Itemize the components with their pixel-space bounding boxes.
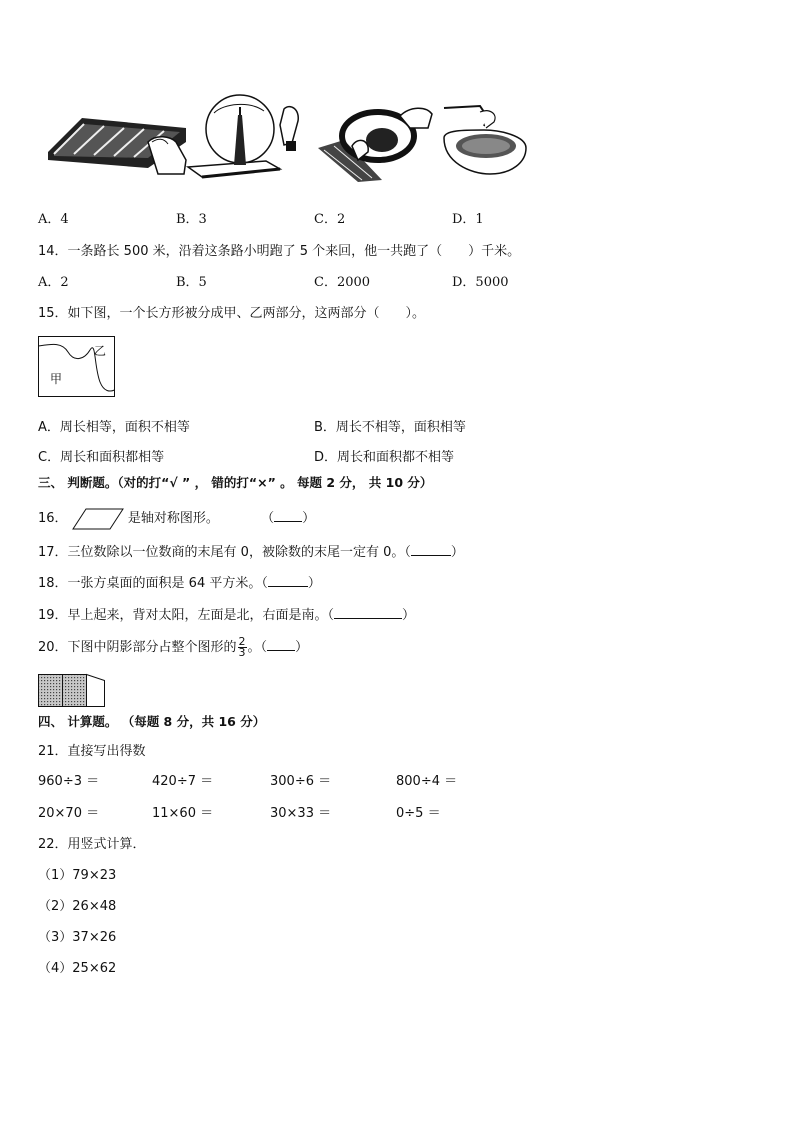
q22-item-3: （3）37×26	[38, 930, 117, 945]
q16-number: 16．	[38, 511, 68, 526]
shaded-cell	[63, 675, 87, 707]
q19-paren-close: ）	[402, 608, 416, 623]
q20-question	[38, 636, 308, 658]
q20-text-after: 。（	[247, 640, 268, 655]
q21-item: 0÷5 ＝	[396, 806, 441, 821]
steering-wheel-illustration	[318, 100, 438, 182]
q20-fraction-denominator: 3	[238, 646, 246, 659]
q15-label-jia: 甲	[50, 372, 63, 386]
q19-text: 19．早上起来，背对太阳，左面是北，右面是南。（	[38, 608, 335, 623]
q21-item: 300÷6 ＝	[270, 774, 332, 789]
q13-option-b[interactable]: B．3	[176, 212, 207, 227]
q17-question	[38, 541, 464, 560]
q15-option-b[interactable]: B．周长不相等，面积相等	[314, 420, 466, 435]
q15-label-yi: 乙	[94, 344, 107, 358]
q13-option-a[interactable]: A．4	[38, 212, 69, 227]
q21-item: 30×33 ＝	[270, 806, 332, 821]
q17-answer-blank[interactable]	[411, 543, 451, 556]
q21-item: 800÷4 ＝	[396, 774, 458, 789]
basin-faucet-illustration	[440, 100, 530, 182]
q22-item-2: （2）26×48	[38, 899, 117, 914]
q19-question	[38, 604, 415, 623]
section-3-heading: 三、 判断题。（对的打“√ ” ， 错的打“×” 。 每题 2 分， 共 10 分）	[38, 475, 433, 490]
q21-item: 420÷7 ＝	[152, 774, 214, 789]
section-4-heading: 四、 计算题。 （每题 8 分，共 16 分）	[38, 714, 266, 729]
q20-answer-blank[interactable]	[267, 638, 295, 651]
q20-text: 20．下图中阴影部分占整个图形的	[38, 640, 237, 655]
shaded-cell	[39, 675, 63, 707]
q15-option-a[interactable]: A．周长相等，面积不相等	[38, 420, 190, 435]
q20-fraction-numerator: 2	[238, 635, 246, 648]
q21-item: 11×60 ＝	[152, 806, 214, 821]
q16-question	[38, 507, 315, 530]
q18-text: 18．一张方桌面的面积是 64 平方米。（	[38, 576, 268, 591]
unshaded-cell	[87, 675, 105, 707]
globe-lamp-illustration	[188, 95, 308, 183]
q22-item-4: （4）25×62	[38, 961, 117, 976]
q21-title: 21．直接写出得数	[38, 744, 146, 759]
q16-text: 是轴对称图形。	[127, 511, 219, 526]
q14-option-b[interactable]: B．5	[176, 275, 207, 290]
q16-paren-close: ）	[302, 511, 316, 526]
q18-answer-blank[interactable]	[268, 574, 308, 587]
q18-paren-close: ）	[307, 576, 321, 591]
q20-shaded-figure	[38, 674, 112, 708]
q15-question: 15．如下图，一个长方形被分成甲、乙两部分，这两部分（ ）。	[38, 306, 426, 321]
q15-option-c[interactable]: C．周长和面积都相等	[38, 450, 165, 465]
q19-answer-blank[interactable]	[334, 606, 402, 619]
q18-question	[38, 572, 321, 591]
q20-paren-close: ）	[295, 640, 309, 655]
q21-item: 960÷3 ＝	[38, 774, 100, 789]
q15-option-d[interactable]: D．周长和面积都不相等	[314, 450, 455, 465]
q13-option-d[interactable]: D．1	[452, 212, 484, 227]
q14-question: 14．一条路长 500 米，沿着这条路小明跑了 5 个来回，他一共跑了（ ）千米。	[38, 244, 521, 259]
q16-paren-open: （	[261, 511, 275, 526]
q22-item-1: （1）79×23	[38, 868, 117, 883]
q16-answer-blank[interactable]	[274, 509, 302, 522]
q21-item: 20×70 ＝	[38, 806, 100, 821]
q14-option-c[interactable]: C．2000	[314, 275, 371, 290]
q22-title: 22．用竖式计算．	[38, 837, 146, 852]
q14-option-a[interactable]: A．2	[38, 275, 69, 290]
q20-fraction	[238, 637, 247, 658]
q14-option-d[interactable]: D．5000	[452, 275, 509, 290]
q13-option-c[interactable]: C．2	[314, 212, 346, 227]
abacus-illustration	[44, 108, 189, 178]
q17-paren-close: ）	[450, 545, 464, 560]
q17-text: 17．三位数除以一位数商的末尾有 0，被除数的末尾一定有 0。（	[38, 545, 411, 560]
parallelogram-figure	[72, 508, 124, 530]
